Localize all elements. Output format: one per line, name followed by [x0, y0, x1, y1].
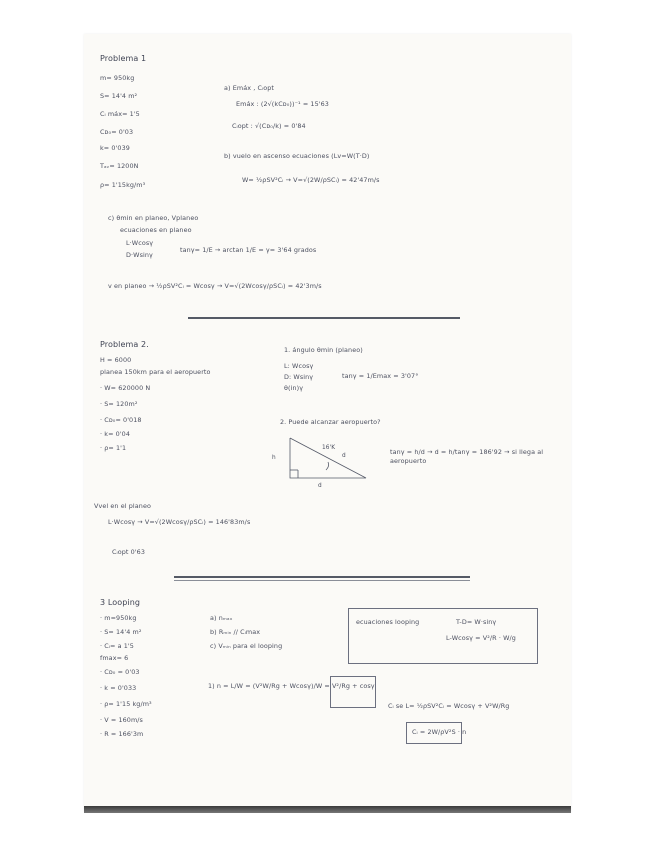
p2-given-weight: · W= 620000 N [100, 384, 151, 392]
p2-given-area: · S= 120m² [100, 400, 138, 408]
divider-2 [174, 576, 470, 578]
p3-given-velocity: · V = 160m/s [100, 716, 143, 724]
p1-given-cd0: Cᴅ₀= 0'03 [100, 128, 134, 136]
p3-given-k: · k = 0'033 [100, 684, 137, 692]
looping-eq-tangential: T-D= W·sinγ [456, 618, 497, 626]
p1-part-b: b) vuelo en ascenso ecuaciones (Lv=W(T·D) [224, 152, 370, 160]
p3-given-mass: · m=950kg [100, 614, 137, 622]
p1-tan-eq: tanγ= 1/E → arctan 1/E = γ= 3'64 grados [180, 246, 317, 254]
p2-step-1: 1. ángulo θmin (planeo) [284, 346, 363, 354]
p2-given-density: · ρ= 1'1 [100, 444, 127, 452]
looping-eq-normal: L-Wcosγ = V²/R · W/g [446, 634, 516, 642]
p1-clopt: Cₗopt : √(Cᴅ₀/k) = 0'84 [232, 122, 306, 130]
p2-angle-eq: θ(in)γ [284, 384, 304, 392]
p3-given-cd0: · Cᴅ₀ = 0'03 [100, 668, 140, 676]
p2-height: H = 6000 [100, 356, 132, 364]
p2-step-2: 2. Puede alcanzar aeropuerto? [280, 418, 381, 426]
p1-given-area: S= 14'4 m² [100, 92, 138, 100]
p1-given-clmax: Cₗ máx= 1'5 [100, 110, 140, 118]
p3-given-density: · ρ= 1'15 kg/m³ [100, 700, 152, 708]
p2-tan-eq: tanγ = 1/Emax = 3'07° [342, 372, 419, 380]
looping-eqs-heading: ecuaciones looping [356, 618, 420, 626]
p2-glide-velocity-eq: L·Wcosγ → V=√(2Wcosγ/ρSCₗ) = 146'83m/s [108, 518, 251, 526]
p1-given-density: ρ= 1'15kg/m³ [100, 181, 146, 189]
divider-2-underline [174, 580, 470, 581]
p3-cl-result: Cₗ = 2W/ρV²S · n [412, 728, 467, 736]
load-factor-result-box [330, 676, 376, 708]
notebook-page [84, 34, 571, 812]
p2-drag-eq: D: Wsinγ [284, 373, 314, 381]
glide-triangle-sketch [280, 434, 370, 484]
p1-drag-eq: D·Wsinγ [126, 251, 153, 259]
p1-glide-eqs-heading: ecuaciones en planeo [120, 226, 192, 234]
p2-given-k: · k= 0'04 [100, 430, 131, 438]
p1-given-k: k= 0'039 [100, 144, 130, 152]
p2-statement: planea 150km para el aeropuerto [100, 368, 211, 376]
triangle-hyp-label: 16'K [322, 445, 336, 451]
p3-given-area: · S= 14'4 m² [100, 628, 142, 636]
p2-given-cd0: · Cᴅ₀= 0'018 [100, 416, 142, 424]
p2-lift-eq: L: Wcosγ [284, 362, 314, 370]
p3-question-a: a) nₘₐₓ [210, 614, 233, 622]
divider-1 [188, 317, 460, 319]
p3-given-cl: · Cₗ= a 1'5 [100, 642, 134, 650]
p3-question-c: c) Vₘᵢₙ para el looping [210, 642, 283, 650]
p1-lift-eq: L·Wcosγ [126, 239, 154, 247]
p1-given-mass: m= 950kg [100, 74, 135, 82]
p2-glide-velocity-heading: Vvel en el planeo [94, 502, 151, 510]
p3-load-factor-eq: 1) n = L/W = (V²W/Rg + Wcosγ)/W = V²/Rg + cosγ [208, 682, 375, 690]
p3-question-b: b) Rₘᵢₙ // Cₗmax [210, 628, 261, 636]
p1-part-c: c) θmin en planeo, Vplaneo [108, 214, 199, 222]
triangle-d-label: d [342, 453, 346, 459]
triangle-base-label: d [318, 483, 322, 489]
problem-1-title: Problema 1 [100, 54, 147, 63]
p3-given-radius: · R = 166'3m [100, 730, 144, 738]
p1-given-thrust: Tₐᵥ= 1200N [100, 162, 139, 170]
page-bottom-edge [84, 806, 571, 813]
p3-given-fmax: fmax= 6 [100, 654, 129, 662]
p2-clopt: Cₗopt 0'63 [112, 548, 145, 556]
problem-3-title: 3 Looping [100, 598, 141, 607]
p2-distance-eq: tanγ = h/d → d = h/tanγ = 186'92 → si llega al aeropuerto [390, 448, 544, 465]
p1-glide-velocity: v en planeo → ½ρSV²Cₗ = Wcosγ → V=√(2Wcosγ/ρSCₗ) = 42'3m/s [108, 282, 322, 290]
p1-weight-eq: W= ½ρSV²Cₗ → V=√(2W/ρSCₗ) = 42'47m/s [242, 176, 380, 184]
p1-part-a: a) Emáx , Cₗopt [224, 84, 274, 92]
p1-emax: Emáx : (2√(kCᴅ₀))⁻¹ = 15'63 [236, 100, 329, 108]
p3-cl-eq: Cₗ se L= ½ρSV²Cₗ = Wcosγ + V²W/Rg [388, 702, 510, 710]
triangle-height-label: h [272, 455, 276, 461]
problem-2-title: Problema 2. [100, 340, 149, 349]
